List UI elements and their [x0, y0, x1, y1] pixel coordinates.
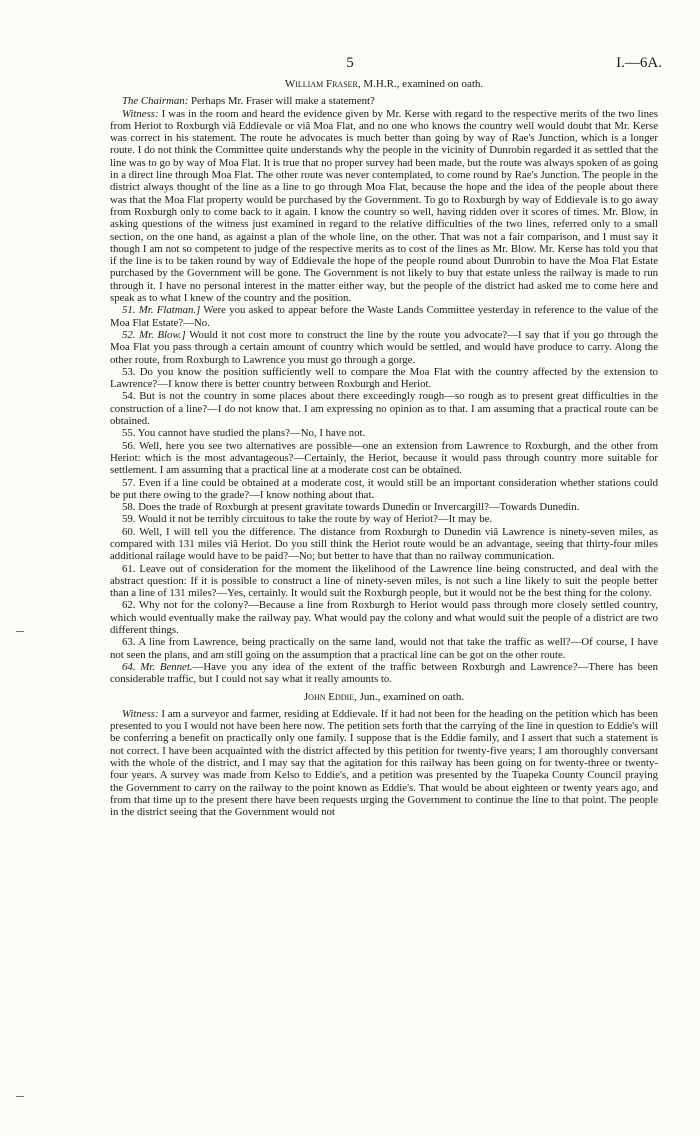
question-59: 59. Would it not be terribly circuitous to take the route by way of Heriot?—It may be. — [122, 513, 493, 526]
question-63: 63. A line from Lawrence, being practically on the same land, would not that take the traffic as well?—Of course, I have not seen the plans, and am still going on the assumption that a practical line can be got on the other route. — [110, 636, 658, 661]
paragraph-witness-fraser: Witness: I was in the room and heard the evidence given by Mr. Kerse with regard to the respective merits of the two lines from Heriot to Roxburgh viâ Eddievale or viâ Moa Flat, and no one who knows the country well would doubt that Mr. Kerse was correct in his statement. The route he advocates is much better than going by way of Rae's Junction, which is a longer route. I do not think the Committee quite understands why the people in the vicinity of Dunrobin regarded it as settled that the line was to go by way of Moa Flat. It is true that no proper survey had been made, but the route was always spoken of as going in a direct line through Moa Flat. The other route was never contemplated, to come round by Rae's Junction. The people in the district always thought of the line as a line to go through Moa Flat, because the hope and the idea of the people about there was that the Moa Flat property would be purchased by the Government. To go to Roxburgh by way of Eddievale is to go away from Roxburgh only to come back to it again. I know the country so well, having ridden over it scores of times. Mr. Blow, in asking questions of the witness just examined in regard to the relative difficulties of the two lines, referred only to a small section, on the one hand, as against a plan of the whole line, on the other. That was not a fair comparison, and I must say it though I am not so competent to judge of the respective merits as to cost of the lines as Mr. Blow. Mr. Kerse has told you that if the line is to be taken round by way of Eddievale the hope of the people round about Dunrobin to have the Moa Flat Estate purchased by the Government will be gone. The Government is not likely to buy that estate unless the railway is made to run through it. I have no personal interest in the matter either way, but the people of the district had asked me to come here and speak as to what I knew of the country and the position. — [110, 107, 658, 305]
question-56: 56. Well, here you see two alternatives are possible—one an extension from Lawrence to Roxburgh, and the other from Heriot: which is the most advantageous?—Certainly, the Heriot, because it would pass through country more suitable for settlement. I am assuming that a practical line at a moderate cost can be obtained. — [110, 439, 658, 477]
paragraph-witness-eddie: Witness: I am a surveyor and farmer, residing at Eddievale. If it had not been for the heading on the petition which has been presented to you I would not have been here now. The petition sets forth that the carrying of the line in question to Eddie's will be conferring a benefit on practically only one family. I suppose that is the Eddie family, and I assert that such a statement is not correct. I have been acquainted with the district affected by this petition for twenty-five years; I am thoroughly conversant with the whole of the district, and I may say that the agitation for this railway has been going on for twenty-three or twenty-four years. A survey was made from Kelso to Eddie's, and a petition was presented by the Tuapeka County Council praying the Government to carry on the railway to the point known as Eddie's. That would be about eighteen or twenty years ago, and from that time up to the present there have been requests urging the Government to continue the line to that point. The people in the district seeing that the Government would not — [110, 707, 658, 819]
page-number: 5 — [346, 55, 354, 71]
document-reference: I.—6A. — [616, 55, 662, 71]
question-57: 57. Even if a line could be obtained at a moderate cost, it would still be an important consideration whether stations could be put there owing to the grade?—I know nothing about that. — [110, 476, 658, 501]
question-61: 61. Leave out of consideration for the moment the likelihood of the Lawrence line being constructed, and deal with the abstract question: If it is possible to construct a line of ninety-seven miles, is not such a line likely to suit the people better than a line of 131 miles?—Yes, certainly. It would suit the Roxburgh people, but it would not be the best thing for the colony. — [110, 562, 658, 600]
paragraph-chairman: The Chairman: Perhaps Mr. Fraser will make a statement? — [122, 95, 375, 108]
question-62: 62. Why not for the colony?—Because a line from Roxburgh to Heriot would pass through more closely settled country, which would eventually make the railway pay. What would pay the colony and what would suit the people of a district are two different things. — [110, 599, 658, 637]
question-64: 64. Mr. Bennet.—Have you any idea of the extent of the traffic between Roxburgh and Lawrence?—There has been considerable traffic, but I could not say what it really amounts to. — [110, 660, 658, 686]
question-54: 54. But is not the country in some places about there exceedingly rough—so rough as to present great difficulties in the construction of a line?—I do not know that. I am expressing no opinion as to that. I am assuming that a practical route can be obtained. — [110, 390, 658, 428]
margin-mark — [16, 631, 24, 632]
margin-mark — [16, 1096, 24, 1097]
question-51: 51. Mr. Flatman.] Were you asked to appear before the Waste Lands Committee yesterday in reference to the value of the Moa Flat Estate?—No. — [110, 304, 658, 329]
question-55: 55. You cannot have studied the plans?—No, I have not. — [122, 427, 366, 440]
section-heading-fraser: William Fraser, M.H.R., examined on oath. — [284, 78, 484, 90]
document-body — [110, 74, 658, 819]
question-60: 60. Well, I will tell you the difference. The distance from Roxburgh to Dunedin viâ Lawrence is ninety-seven miles, as compared with 131 miles viâ Heriot. Do you still think the Heriot route would be an advantage, seeing that thirty-four miles additional railage would have to be paid?—No; but better to have that than no railway communication. — [110, 525, 658, 563]
section-heading-eddie: John Eddie, Jun., examined on oath. — [303, 690, 465, 703]
question-53: 53. Do you know the position sufficiently well to compare the Moa Flat with the country affected by the extension to Lawrence?—I know there is better country between Roxburgh and Heriot. — [110, 365, 658, 391]
question-58: 58. Does the trade of Roxburgh at present gravitate towards Dunedin or Invercargill?—Towards Dunedin. — [122, 501, 580, 514]
question-52: 52. Mr. Blow.] Would it not cost more to construct the line by the route you advocate?—I say that if you go through the Moa Flat you pass through a certain amount of country which would be settled, and would have produce to carry. Along the other route, from Roxburgh to Lawrence you must go through a gorge. — [110, 328, 658, 366]
